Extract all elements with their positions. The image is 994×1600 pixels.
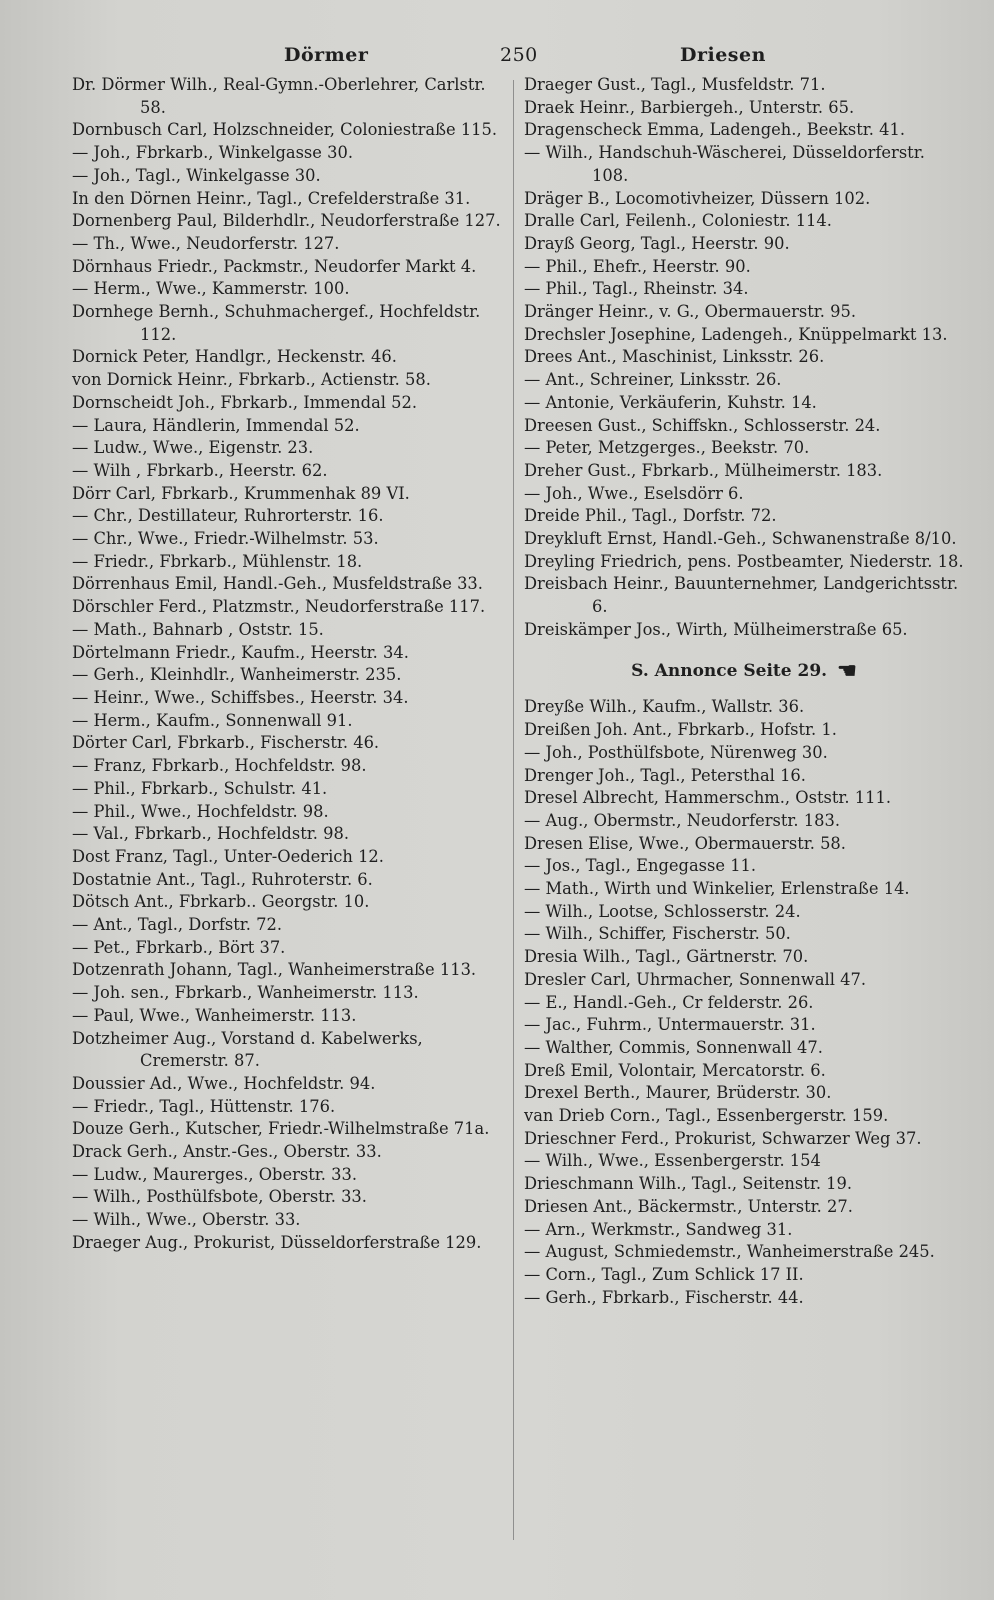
directory-entry: Dörrenhaus Emil, Handl.-Geh., Musfeldstraße 33. <box>72 574 483 594</box>
directory-entry: — Wilh., Posthülfsbote, Oberstr. 33. <box>72 1187 367 1207</box>
directory-entry: Dreyling Friedrich, pens. Postbeamter, Niederstr. 18. <box>524 551 964 571</box>
directory-entry: — Laura, Händlerin, Immendal 52. <box>72 415 360 435</box>
directory-entry: — Chr., Destillateur, Ruhrorterstr. 16. <box>72 506 384 526</box>
header-right-keyword: Driesen <box>680 44 766 66</box>
directory-entry: — Joh., Tagl., Winkelgasse 30. <box>72 165 321 185</box>
directory-entry: — Paul, Wwe., Wanheimerstr. 113. <box>72 1005 357 1025</box>
directory-entry: Drieschner Ferd., Prokurist, Schwarzer Weg 37. <box>524 1128 922 1148</box>
directory-entry: Dotzenrath Johann, Tagl., Wanheimerstraße 113. <box>72 960 477 980</box>
directory-entry: Drexel Berth., Maurer, Brüderstr. 30. <box>524 1083 832 1103</box>
directory-entry: — Wilh., Lootse, Schlosserstr. 24. <box>524 901 801 921</box>
directory-entry: Dralle Carl, Feilenh., Coloniestr. 114. <box>524 211 832 231</box>
directory-entry: In den Dörnen Heinr., Tagl., Crefelderstraße 31. <box>72 188 471 208</box>
directory-entry: von Dornick Heinr., Fbrkarb., Actienstr. 58. <box>72 370 431 390</box>
directory-entry: Draeger Gust., Tagl., Musfeldstr. 71. <box>524 75 826 94</box>
directory-entry: Dr. Dörmer Wilh., Real-Gymn.-Oberlehrer, Carlstr. 58. <box>72 75 486 117</box>
directory-entry: Dresler Carl, Uhrmacher, Sonnenwall 47. <box>524 969 867 989</box>
directory-entry: — Herm., Wwe., Kammerstr. 100. <box>72 279 350 299</box>
directory-entry: Dornenberg Paul, Bilderhdlr., Neudorferstraße 127. <box>72 211 501 231</box>
directory-entry: Dreher Gust., Fbrkarb., Mülheimerstr. 183. <box>524 460 883 480</box>
directory-entry: — Ludw., Wwe., Eigenstr. 23. <box>72 438 314 458</box>
directory-entry: Dörr Carl, Fbrkarb., Krummenhak 89 VI. <box>72 483 410 503</box>
directory-entry: Drack Gerh., Anstr.-Ges., Oberstr. 33. <box>72 1142 382 1162</box>
directory-entry: — Walther, Commis, Sonnenwall 47. <box>524 1037 823 1057</box>
directory-entry: Drechsler Josephine, Ladengeh., Knüppelmarkt 13. <box>524 324 948 344</box>
directory-entry: — Wilh., Wwe., Oberstr. 33. <box>72 1210 301 1230</box>
directory-entry: Dreiskämper Jos., Wirth, Mülheimerstraße 65. <box>524 619 908 639</box>
directory-entry: — Ant., Tagl., Dorfstr. 72. <box>72 915 283 935</box>
directory-entry: Draek Heinr., Barbiergeh., Unterstr. 65. <box>524 97 855 117</box>
annonce-text: S. Annonce Seite 29. <box>631 660 828 681</box>
directory-entry: Dresia Wilh., Tagl., Gärtnerstr. 70. <box>524 947 809 967</box>
directory-entry: — Phil., Ehefr., Heerstr. 90. <box>524 256 751 276</box>
directory-entry: — Peter, Metzgerges., Beekstr. 70. <box>524 438 810 458</box>
directory-entry: — Aug., Obermstr., Neudorferstr. 183. <box>524 810 841 830</box>
directory-entry: — Th., Wwe., Neudorferstr. 127. <box>72 233 340 253</box>
directory-entry: Dreide Phil., Tagl., Dorfstr. 72. <box>524 506 777 526</box>
directory-entry: — Friedr., Tagl., Hüttenstr. 176. <box>72 1096 336 1116</box>
directory-entry: — Wilh., Wwe., Essenbergerstr. 154 <box>524 1151 821 1171</box>
directory-entry: — Wilh , Fbrkarb., Heerstr. 62. <box>72 460 328 480</box>
directory-entry: Dreyße Wilh., Kaufm., Wallstr. 36. <box>524 697 805 717</box>
directory-entry: Dostatnie Ant., Tagl., Ruhroterstr. 6. <box>72 869 373 889</box>
right-column-bottom <box>524 696 964 1309</box>
directory-entry: Dornbusch Carl, Holzschneider, Coloniestraße 115. <box>72 120 498 140</box>
directory-entry: Dornscheidt Joh., Fbrkarb., Immendal 52. <box>72 392 418 412</box>
directory-entry: — Val., Fbrkarb., Hochfeldstr. 98. <box>72 824 349 844</box>
directory-entry: — Gerh., Fbrkarb., Fischerstr. 44. <box>524 1287 804 1307</box>
directory-entry: — Antonie, Verkäuferin, Kuhstr. 14. <box>524 392 817 412</box>
directory-entry: Dörtelmann Friedr., Kaufm., Heerstr. 34. <box>72 642 409 662</box>
directory-entry: Drayß Georg, Tagl., Heerstr. 90. <box>524 233 790 253</box>
directory-entry: — E., Handl.-Geh., Cr felderstr. 26. <box>524 992 814 1012</box>
annonce-reference <box>524 657 964 684</box>
directory-entry: — Joh., Fbrkarb., Winkelgasse 30. <box>72 143 353 163</box>
directory-entry: Douze Gerh., Kutscher, Friedr.-Wilhelmstraße 71a. <box>72 1119 490 1139</box>
directory-entry: Dreykluft Ernst, Handl.-Geh., Schwanenstraße 8/10. <box>524 529 957 549</box>
directory-entry: — Math., Wirth und Winkelier, Erlenstraße 14. <box>524 879 910 899</box>
header-left-keyword: Dörmer <box>284 44 369 66</box>
directory-entry: — Phil., Wwe., Hochfeldstr. 98. <box>72 801 329 821</box>
directory-entry: Dräger B., Locomotivheizer, Düssern 102. <box>524 188 871 208</box>
directory-entry: — Chr., Wwe., Friedr.-Wilhelmstr. 53. <box>72 529 379 549</box>
directory-entry: — Heinr., Wwe., Schiffsbes., Heerstr. 34. <box>72 687 409 707</box>
directory-entry: Dreisbach Heinr., Bauunternehmer, Landgerichtsstr. 6. <box>524 574 959 617</box>
directory-entry: — August, Schmiedemstr., Wanheimerstraße 245. <box>524 1242 935 1262</box>
directory-entry: — Jac., Fuhrm., Untermauerstr. 31. <box>524 1015 816 1035</box>
directory-entry: — Joh., Posthülfsbote, Nürenweg 30. <box>524 742 828 762</box>
directory-entry: — Phil., Fbrkarb., Schulstr. 41. <box>72 778 328 798</box>
directory-entry: — Math., Bahnarb , Oststr. 15. <box>72 619 324 639</box>
directory-entry: Dreß Emil, Volontair, Mercatorstr. 6. <box>524 1060 826 1080</box>
directory-entry: Dötsch Ant., Fbrkarb.. Georgstr. 10. <box>72 892 370 912</box>
directory-entry: — Joh. sen., Fbrkarb., Wanheimerstr. 113. <box>72 983 419 1003</box>
right-column <box>524 74 964 1309</box>
directory-entry: Dörnhaus Friedr., Packmstr., Neudorfer Markt 4. <box>72 256 477 276</box>
directory-entry: Dränger Heinr., v. G., Obermauerstr. 95. <box>524 302 857 322</box>
directory-entry: Doussier Ad., Wwe., Hochfeldstr. 94. <box>72 1073 376 1093</box>
directory-entry: — Phil., Tagl., Rheinstr. 34. <box>524 279 749 299</box>
left-column <box>72 74 502 1255</box>
pointing-hand-icon: ☚ <box>837 657 857 684</box>
directory-entry: — Corn., Tagl., Zum Schlick 17 II. <box>524 1265 804 1284</box>
directory-entry: Dörter Carl, Fbrkarb., Fischerstr. 46. <box>72 733 380 753</box>
directory-entry: Drieschmann Wilh., Tagl., Seitenstr. 19. <box>524 1174 853 1194</box>
directory-entry: Drees Ant., Maschinist, Linksstr. 26. <box>524 347 825 367</box>
directory-entry: — Jos., Tagl., Engegasse 11. <box>524 856 757 876</box>
directory-entry: Dreißen Joh. Ant., Fbrkarb., Hofstr. 1. <box>524 720 837 740</box>
directory-entry: — Gerh., Kleinhdlr., Wanheimerstr. 235. <box>72 665 402 685</box>
directory-entry: Dresel Albrecht, Hammerschm., Oststr. 111. <box>524 788 892 808</box>
right-column-top <box>524 74 964 642</box>
directory-entry: Dörschler Ferd., Platzmstr., Neudorferstraße 117. <box>72 597 486 617</box>
directory-entry: — Friedr., Fbrkarb., Mühlenstr. 18. <box>72 551 363 571</box>
directory-entry: — Herm., Kaufm., Sonnenwall 91. <box>72 710 353 730</box>
directory-entry: — Pet., Fbrkarb., Bört 37. <box>72 937 286 957</box>
directory-entry: Dotzheimer Aug., Vorstand d. Kabelwerks, Cremerstr. 87. <box>72 1028 423 1071</box>
page-number: 250 <box>500 44 538 66</box>
directory-entry: — Ludw., Maurerges., Oberstr. 33. <box>72 1164 358 1184</box>
directory-entry: — Wilh., Handschuh-Wäscherei, Düsseldorferstr. 108. <box>524 143 925 185</box>
directory-entry: Dresen Elise, Wwe., Obermauerstr. 58. <box>524 833 846 853</box>
directory-entry: — Arn., Werkmstr., Sandweg 31. <box>524 1219 793 1239</box>
directory-entry: Driesen Ant., Bäckermstr., Unterstr. 27. <box>524 1196 853 1216</box>
directory-entry: — Wilh., Schiffer, Fischerstr. 50. <box>524 924 791 944</box>
directory-entry: Drenger Joh., Tagl., Petersthal 16. <box>524 765 806 785</box>
directory-entry: — Franz, Fbrkarb., Hochfeldstr. 98. <box>72 756 367 776</box>
directory-entry: — Ant., Schreiner, Linksstr. 26. <box>524 370 782 390</box>
directory-entry: Dornick Peter, Handlgr., Heckenstr. 46. <box>72 347 397 367</box>
directory-entry: Draeger Aug., Prokurist, Düsseldorferstraße 129. <box>72 1232 482 1252</box>
directory-entry: Dost Franz, Tagl., Unter-Oederich 12. <box>72 846 384 866</box>
directory-entry: van Drieb Corn., Tagl., Essenbergerstr. 159. <box>524 1106 889 1126</box>
directory-entry: Dragenscheck Emma, Ladengeh., Beekstr. 41. <box>524 120 906 140</box>
directory-entry: Dreesen Gust., Schiffskn., Schlosserstr. 24. <box>524 415 881 435</box>
directory-entry: — Joh., Wwe., Eselsdörr 6. <box>524 483 744 503</box>
directory-entry: Dornhege Bernh., Schuhmachergef., Hochfeldstr. 112. <box>72 302 481 344</box>
column-divider <box>513 80 514 1540</box>
